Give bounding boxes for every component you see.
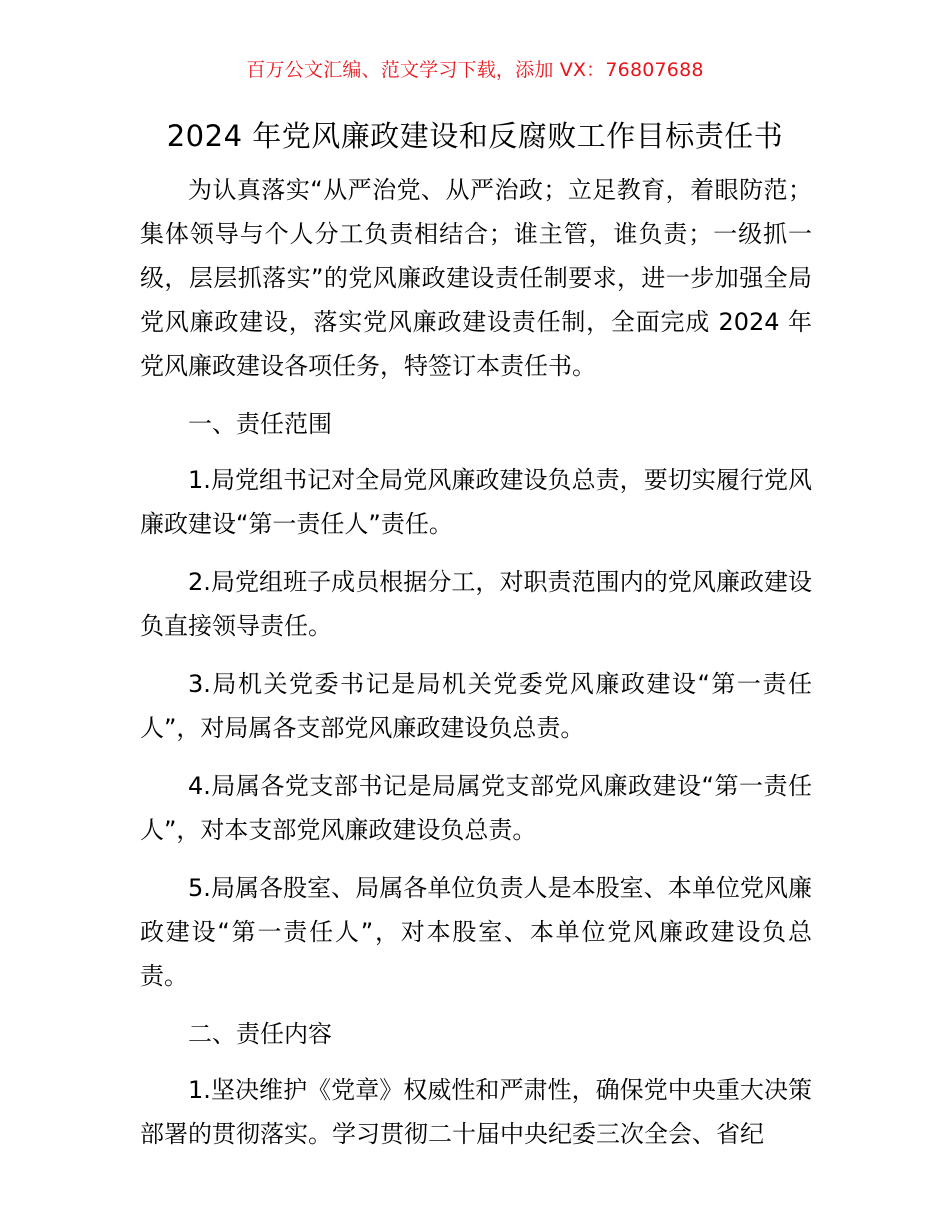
- page-title: 2024 年党风廉政建设和反腐败工作目标责任书: [166, 119, 784, 153]
- scope-item-1: 1.局党组书记对全局党风廉政建设负总责，要切实履行党风廉政建设“第一责任人”责任。: [140, 466, 812, 538]
- section-heading-content: 二、责任内容: [188, 1020, 332, 1048]
- scope-item-4: 4.局属各党支部书记是局属党支部党风廉政建设“第一责任人”，对本支部党风廉政建设负总责。: [140, 772, 812, 844]
- watermark-header: 百万公文汇编、范文学习下载，添加 VX：76807688: [246, 59, 704, 81]
- scope-item-3: 3.局机关党委书记是局机关党委党风廉政建设“第一责任人”，对局属各支部党风廉政建设负总责。: [140, 670, 812, 742]
- section-heading-scope: 一、责任范围: [188, 410, 332, 438]
- scope-item-5: 5.局属各股室、局属各单位负责人是本股室、本单位党风廉政建设“第一责任人”，对本股室、本单位党风廉政建设负总责。: [140, 874, 812, 990]
- scope-item-2: 2.局党组班子成员根据分工，对职责范围内的党风廉政建设负直接领导责任。: [140, 568, 812, 640]
- document-body: [140, 168, 812, 1170]
- intro-paragraph: 为认真落实“从严治党、从严治政；立足教育，着眼防范；集体领导与个人分工负责相结合；谁主管，谁负责；一级抓一级，层层抓落实”的党风廉政建设责任制要求，进一步加强全局党风廉政建设，落实党风廉政建设责任制，全面完成 2024 年党风廉政建设各项任务，特签订本责任书。: [140, 176, 812, 380]
- content-item-1: 1.坚决维护《党章》权威性和严肃性，确保党中央重大决策部署的贯彻落实。学习贯彻二十届中央纪委三次全会、省纪: [140, 1076, 812, 1148]
